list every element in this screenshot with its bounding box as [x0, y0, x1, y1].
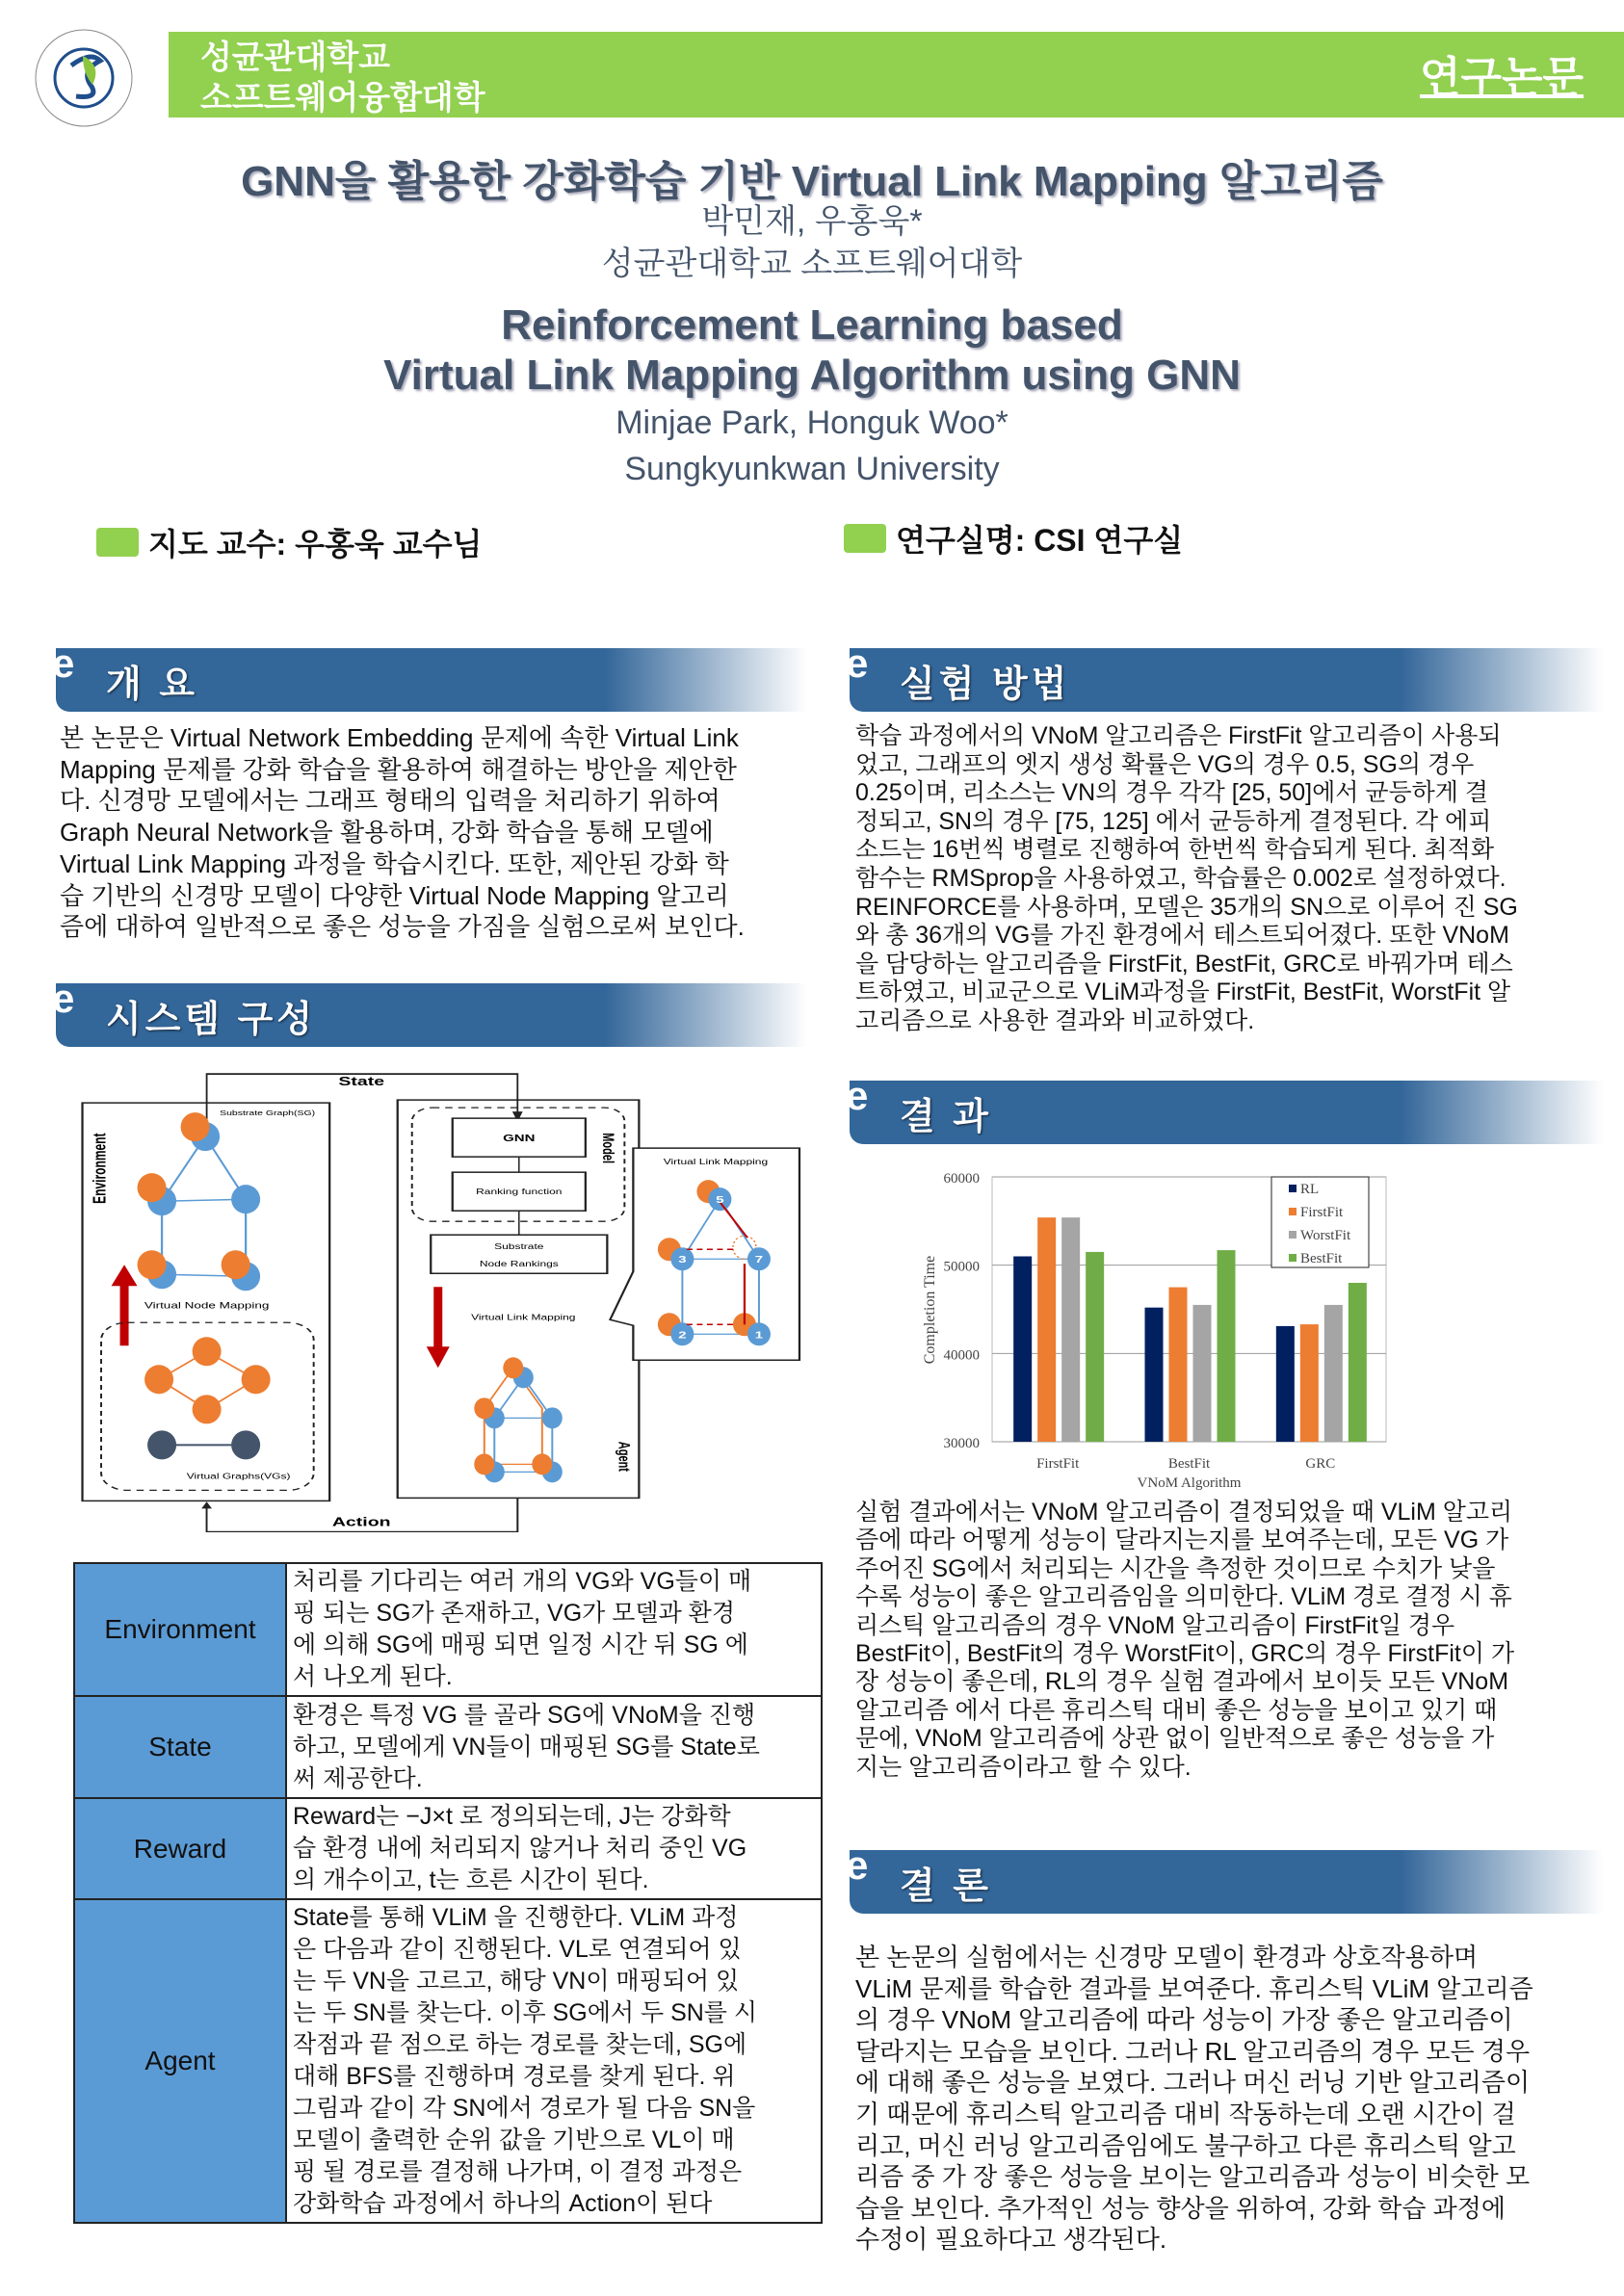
section-title: 시스템 구성	[106, 999, 317, 1040]
text-line: 작점과 끝 점으로 하는 경로를 찾는데, SG에	[293, 2031, 747, 2058]
text-line: 본 논문은 Virtual Network Embedding 문제에 속한 Virtual Link	[60, 723, 739, 752]
section-header-method	[846, 640, 1604, 712]
vnm-label: Virtual Node Mapping	[144, 1301, 270, 1311]
text-line: 는 두 SN를 찾는다. 이후 SG에서 두 SN를 시	[293, 1999, 758, 2026]
rankings-label-1: Substrate	[494, 1242, 544, 1252]
text-line: State를 통해 VLiM 을 진행한다. VLiM 과정	[293, 1904, 739, 1931]
row-label: Agent	[74, 1899, 286, 2223]
title-english-line1: Reinforcement Learning based	[501, 301, 1123, 349]
text-line: Mapping 문제를 강화 학습을 활용하여 해결하는 방안을 제안한	[60, 754, 737, 784]
vlm-box-label: Virtual Link Mapping	[663, 1158, 769, 1167]
section-header-overview	[52, 640, 807, 712]
bar-bestfit	[1218, 1250, 1236, 1442]
vlm-callout-box	[610, 1148, 799, 1360]
text-line: 습 환경 내에 처리되지 않거나 처리 중인 VG	[293, 1835, 747, 1862]
green-bullet-icon	[844, 524, 886, 553]
model-label: Model	[599, 1133, 618, 1164]
results-text	[855, 1499, 1607, 1782]
text-line: 그림과 같이 각 SN에서 경로가 될 다음 SN을	[293, 2095, 756, 2122]
text-line: 트하였고, 비교군으로 VLiM과정을 FirstFit, BestFit, WorstFit 알	[855, 978, 1511, 1006]
text-line: Reward는 −J×t 로 정의되는데, J는 강화학	[293, 1803, 731, 1830]
text-line: REINFORCE를 사용하며, 모델은 35개의 SN으로 이루어 진 SG	[855, 893, 1518, 921]
text-line: 문에, VNoM 알고리즘에 상관 없이 일반적으로 좋은 성능을 가	[855, 1725, 1495, 1753]
table-row	[74, 1899, 822, 2223]
down-arrow-icon	[427, 1287, 450, 1368]
text-line: 대해 BFS를 진행하며 경로를 찾게 된다. 위	[293, 2063, 736, 2090]
text-line: 습을 보인다. 추가적인 성능 향상을 위하여, 강화 학습 과정에	[855, 2193, 1506, 2223]
text-line: 처리를 기다리는 여러 개의 VG와 VG들이 매	[293, 1568, 752, 1595]
text-line: 리고, 머신 러닝 알고리즘임에도 불구하고 다른 휴리스틱 알고	[855, 2130, 1516, 2160]
text-line: 습 기반의 신경망 모델이 다양한 Virtual Node Mapping 알고리	[60, 880, 729, 910]
text-line: 학습 과정에서의 VNoM 알고리즘은 FirstFit 알고리즘이 사용되	[855, 722, 1502, 749]
bar-worstfit	[1324, 1305, 1343, 1442]
e-bullet-icon: e	[52, 640, 75, 686]
text-line: 즘에 따라 어떻게 성능이 달라지는지를 보여주는데, 모든 VG 가	[855, 1526, 1509, 1554]
e-bullet-icon: e	[846, 1842, 869, 1888]
agent-label: Agent	[615, 1441, 634, 1472]
overview-text	[60, 722, 811, 943]
text-line: BestFit이, BestFit의 경우 WorstFit이, GRC의 경우 FirstFit이 가	[855, 1640, 1515, 1668]
college-name-line1: 성균관대학교	[200, 39, 391, 76]
bar-bestfit	[1349, 1283, 1367, 1442]
method-text	[855, 722, 1607, 1036]
advisor-label: 지도 교수: 우홍욱 교수님	[148, 527, 483, 561]
text-line: 달라지는 모습을 보인다. 그러나 RL 알고리즘의 경우 모든 경우	[855, 2036, 1531, 2066]
text-line: 의 개수이고, t는 흐른 시간이 된다.	[293, 1866, 649, 1893]
affiliation-korean: 성균관대학교 소프트웨어대학	[601, 246, 1023, 282]
university-logo	[33, 27, 135, 129]
bar-worstfit	[1193, 1305, 1212, 1442]
y-tick-label: 30000	[943, 1436, 980, 1451]
title-korean: GNN을 활용한 강화학습 기반 Virtual Link Mapping 알고리즘	[241, 158, 1383, 205]
text-line: 함수는 RMSprop을 사용하였고, 학습률은 0.002로 설정하였다.	[855, 864, 1506, 892]
node-id: 1	[754, 1328, 764, 1341]
x-tick-label: BestFit	[1167, 1456, 1211, 1472]
completion-time-chart	[905, 1146, 1522, 1502]
conclusion-text	[855, 1942, 1607, 2256]
text-line: 의 경우 VNoM 알고리즘에 따라 성능이 가장 좋은 알고리즘이	[855, 2005, 1513, 2035]
y-axis-label: Completion Time	[922, 1255, 938, 1365]
sg-label: Substrate Graph(SG)	[220, 1109, 316, 1117]
text-line: 리즘 중 가 장 좋은 성능을 보이는 알고리즘과 성능이 비슷한 모	[855, 2162, 1531, 2192]
row-label: State	[74, 1696, 286, 1798]
y-tick-label: 40000	[943, 1347, 980, 1364]
text-line: 알고리즘 에서 다른 휴리스틱 대비 좋은 성능을 보이고 있기 때	[855, 1696, 1498, 1724]
lab-label: 연구실명: CSI 연구실	[896, 523, 1184, 558]
text-line: 소드는 16번씩 병렬로 진행하여 한번씩 학습되게 된다. 최적화	[855, 836, 1494, 864]
node-id: 5	[716, 1193, 724, 1206]
text-line: 다. 신경망 모델에서는 그래프 형태의 입력을 처리하기 위하여	[60, 786, 720, 816]
bar-worstfit	[1061, 1217, 1080, 1442]
text-line: 모델이 출력한 순위 값을 기반으로 VL이 매	[293, 2126, 735, 2153]
text-line: 환경은 특정 VG 를 골라 SG에 VNoM을 진행	[293, 1701, 756, 1729]
text-line: 었고, 그래프의 엣지 생성 확률은 VG의 경우 0.5, SG의 경우	[855, 750, 1475, 778]
bar-firstfit	[1300, 1324, 1319, 1442]
node-id: 7	[754, 1253, 764, 1265]
text-line: 지는 알고리즘이라고 할 수 있다.	[855, 1753, 1192, 1781]
text-line: 기 때문에 휴리스틱 알고리즘 대비 작동하는데 오랜 시간이 걸	[855, 2099, 1516, 2128]
section-header-conclusion	[846, 1842, 1604, 1914]
text-line: 수록 성능이 좋은 알고리즘임을 의미한다. VLiM 경로 결정 시 휴	[855, 1583, 1512, 1611]
affiliation-english: Sungkyunkwan University	[624, 451, 1000, 487]
text-line: 하고, 모델에게 VN들이 매핑된 SG를 State로	[293, 1733, 760, 1761]
title-english-line2: Virtual Link Mapping Algorithm using GNN	[383, 352, 1241, 399]
action-label: Action	[331, 1514, 391, 1529]
bar-bestfit	[1086, 1252, 1104, 1442]
row-label: Environment	[74, 1563, 286, 1696]
text-line: VLiM 문제를 학습한 결과를 보여준다. 휴리스틱 VLiM 알고리즘	[855, 1973, 1533, 2003]
legend-swatch	[1289, 1254, 1297, 1262]
text-line: Graph Neural Network을 활용하며, 강화 학습을 통해 모델에	[60, 818, 714, 848]
state-label: State	[338, 1074, 385, 1089]
y-tick-label: 60000	[943, 1171, 980, 1187]
text-line: 는 두 VN을 고르고, 해당 VN이 매핑되어 있	[293, 1968, 740, 1995]
row-description	[286, 1899, 822, 2223]
text-line: 실험 결과에서는 VNoM 알고리즘이 결정되었을 때 VLiM 알고리	[855, 1499, 1513, 1526]
text-line: 써 제공한다.	[293, 1764, 423, 1792]
e-bullet-icon: e	[846, 640, 869, 686]
vlm-label: Virtual Link Mapping	[471, 1314, 576, 1322]
text-line: 정되고, SN의 경우 [75, 125] 에서 균등하게 결정된다. 각 에피	[855, 807, 1492, 835]
component-table	[73, 1562, 823, 2224]
row-label: Reward	[74, 1798, 286, 1899]
section-title: 결 과	[900, 1096, 992, 1137]
text-line: 핑 될 경로를 결정해 나가며, 이 결정 과정은	[293, 2158, 743, 2185]
legend-swatch	[1289, 1208, 1297, 1215]
legend-swatch	[1289, 1185, 1297, 1192]
x-tick-label: FirstFit	[1036, 1456, 1080, 1472]
publication-type: 연구논문	[1419, 54, 1584, 101]
vgs-label: Virtual Graphs(VGs)	[186, 1473, 291, 1481]
bar-rl	[1013, 1257, 1032, 1443]
e-bullet-icon: e	[846, 1073, 869, 1118]
bar-rl	[1145, 1308, 1164, 1442]
system-diagram	[58, 1059, 828, 1541]
bar-firstfit	[1169, 1288, 1188, 1442]
section-header-system	[52, 976, 807, 1047]
college-name-line2: 소프트웨어융합대학	[200, 80, 485, 117]
text-line: 에 의해 SG에 매핑 되면 일정 시간 뒤 SG 에	[293, 1631, 748, 1658]
node-id: 2	[678, 1328, 687, 1341]
lab-info	[844, 516, 1183, 561]
text-line: 수정이 필요하다고 생각된다.	[855, 2225, 1167, 2255]
gnn-label: GNN	[503, 1132, 536, 1144]
up-arrow-icon	[112, 1265, 138, 1345]
text-line: 장 성능이 좋은데, RL의 경우 실험 결과에서 보이듯 모든 VNoM	[855, 1668, 1509, 1696]
green-bullet-icon	[96, 528, 139, 557]
rankings-label-2: Node Rankings	[479, 1260, 559, 1269]
row-description	[286, 1798, 822, 1899]
section-title: 결 론	[900, 1866, 992, 1907]
row-description	[286, 1563, 822, 1696]
text-line: 리스틱 알고리즘의 경우 VNoM 알고리즘이 FirstFit일 경우	[855, 1611, 1455, 1639]
text-line: 본 논문의 실험에서는 신경망 모델이 환경과 상호작용하며	[855, 1943, 1479, 1971]
section-header-results	[846, 1073, 1604, 1144]
text-line: 즘에 대하여 일반적으로 좋은 성능을 가짐을 실험으로써 보인다.	[60, 912, 745, 942]
legend-label: WorstFit	[1300, 1228, 1351, 1243]
ranking-label: Ranking function	[476, 1187, 563, 1197]
row-description	[286, 1696, 822, 1798]
text-line: 핑 되는 SG가 존재하고, VG가 모델과 환경	[293, 1600, 735, 1627]
legend-swatch	[1289, 1231, 1297, 1239]
environment-label: Environment	[91, 1133, 111, 1204]
authors-korean: 박민재, 우홍욱*	[701, 203, 923, 240]
text-line: 0.25이며, 리소스는 VN의 경우 각각 [25, 50]에서 균등하게 결	[855, 779, 1489, 807]
node-id: 3	[678, 1253, 687, 1265]
table-row	[74, 1563, 822, 1696]
table-row	[74, 1696, 822, 1798]
authors-english: Minjae Park, Honguk Woo*	[616, 404, 1008, 441]
text-line: 강화학습 과정에서 하나의 Action이 된다	[293, 2190, 713, 2217]
legend-label: FirstFit	[1300, 1205, 1344, 1220]
text-line: 고리즘으로 사용한 결과와 비교하였다.	[855, 1006, 1255, 1034]
text-line: 은 다음과 같이 진행된다. VL로 연결되어 있	[293, 1936, 742, 1963]
advisor-info	[96, 520, 482, 564]
text-line: 에 대해 좋은 성능을 보였다. 그러나 머신 러닝 기반 알고리즘이	[855, 2068, 1531, 2098]
text-line: 서 나오게 된다.	[293, 1663, 453, 1690]
x-axis-label: VNoM Algorithm	[1137, 1475, 1242, 1491]
x-tick-label: GRC	[1305, 1456, 1336, 1472]
section-title: 실험 방법	[900, 664, 1071, 705]
section-title: 개 요	[106, 664, 198, 705]
table-row	[74, 1798, 822, 1899]
e-bullet-icon: e	[52, 976, 75, 1021]
text-line: 을 담당하는 알고리즘을 FirstFit, BestFit, GRC로 바꿔가며 테스	[855, 950, 1513, 978]
legend-label: RL	[1300, 1182, 1320, 1197]
text-line: 와 총 36개의 VG를 가진 환경에서 테스트되어졌다. 또한 VNoM	[855, 922, 1509, 950]
bar-rl	[1276, 1326, 1295, 1442]
bar-firstfit	[1037, 1217, 1056, 1442]
y-tick-label: 50000	[943, 1259, 980, 1275]
text-line: 주어진 SG에서 처리되는 시간을 측정한 것이므로 수치가 낮을	[855, 1554, 1496, 1582]
legend-label: BestFit	[1300, 1251, 1343, 1266]
text-line: Virtual Link Mapping 과정을 학습시킨다. 또한, 제안된 강화 학	[60, 848, 729, 878]
